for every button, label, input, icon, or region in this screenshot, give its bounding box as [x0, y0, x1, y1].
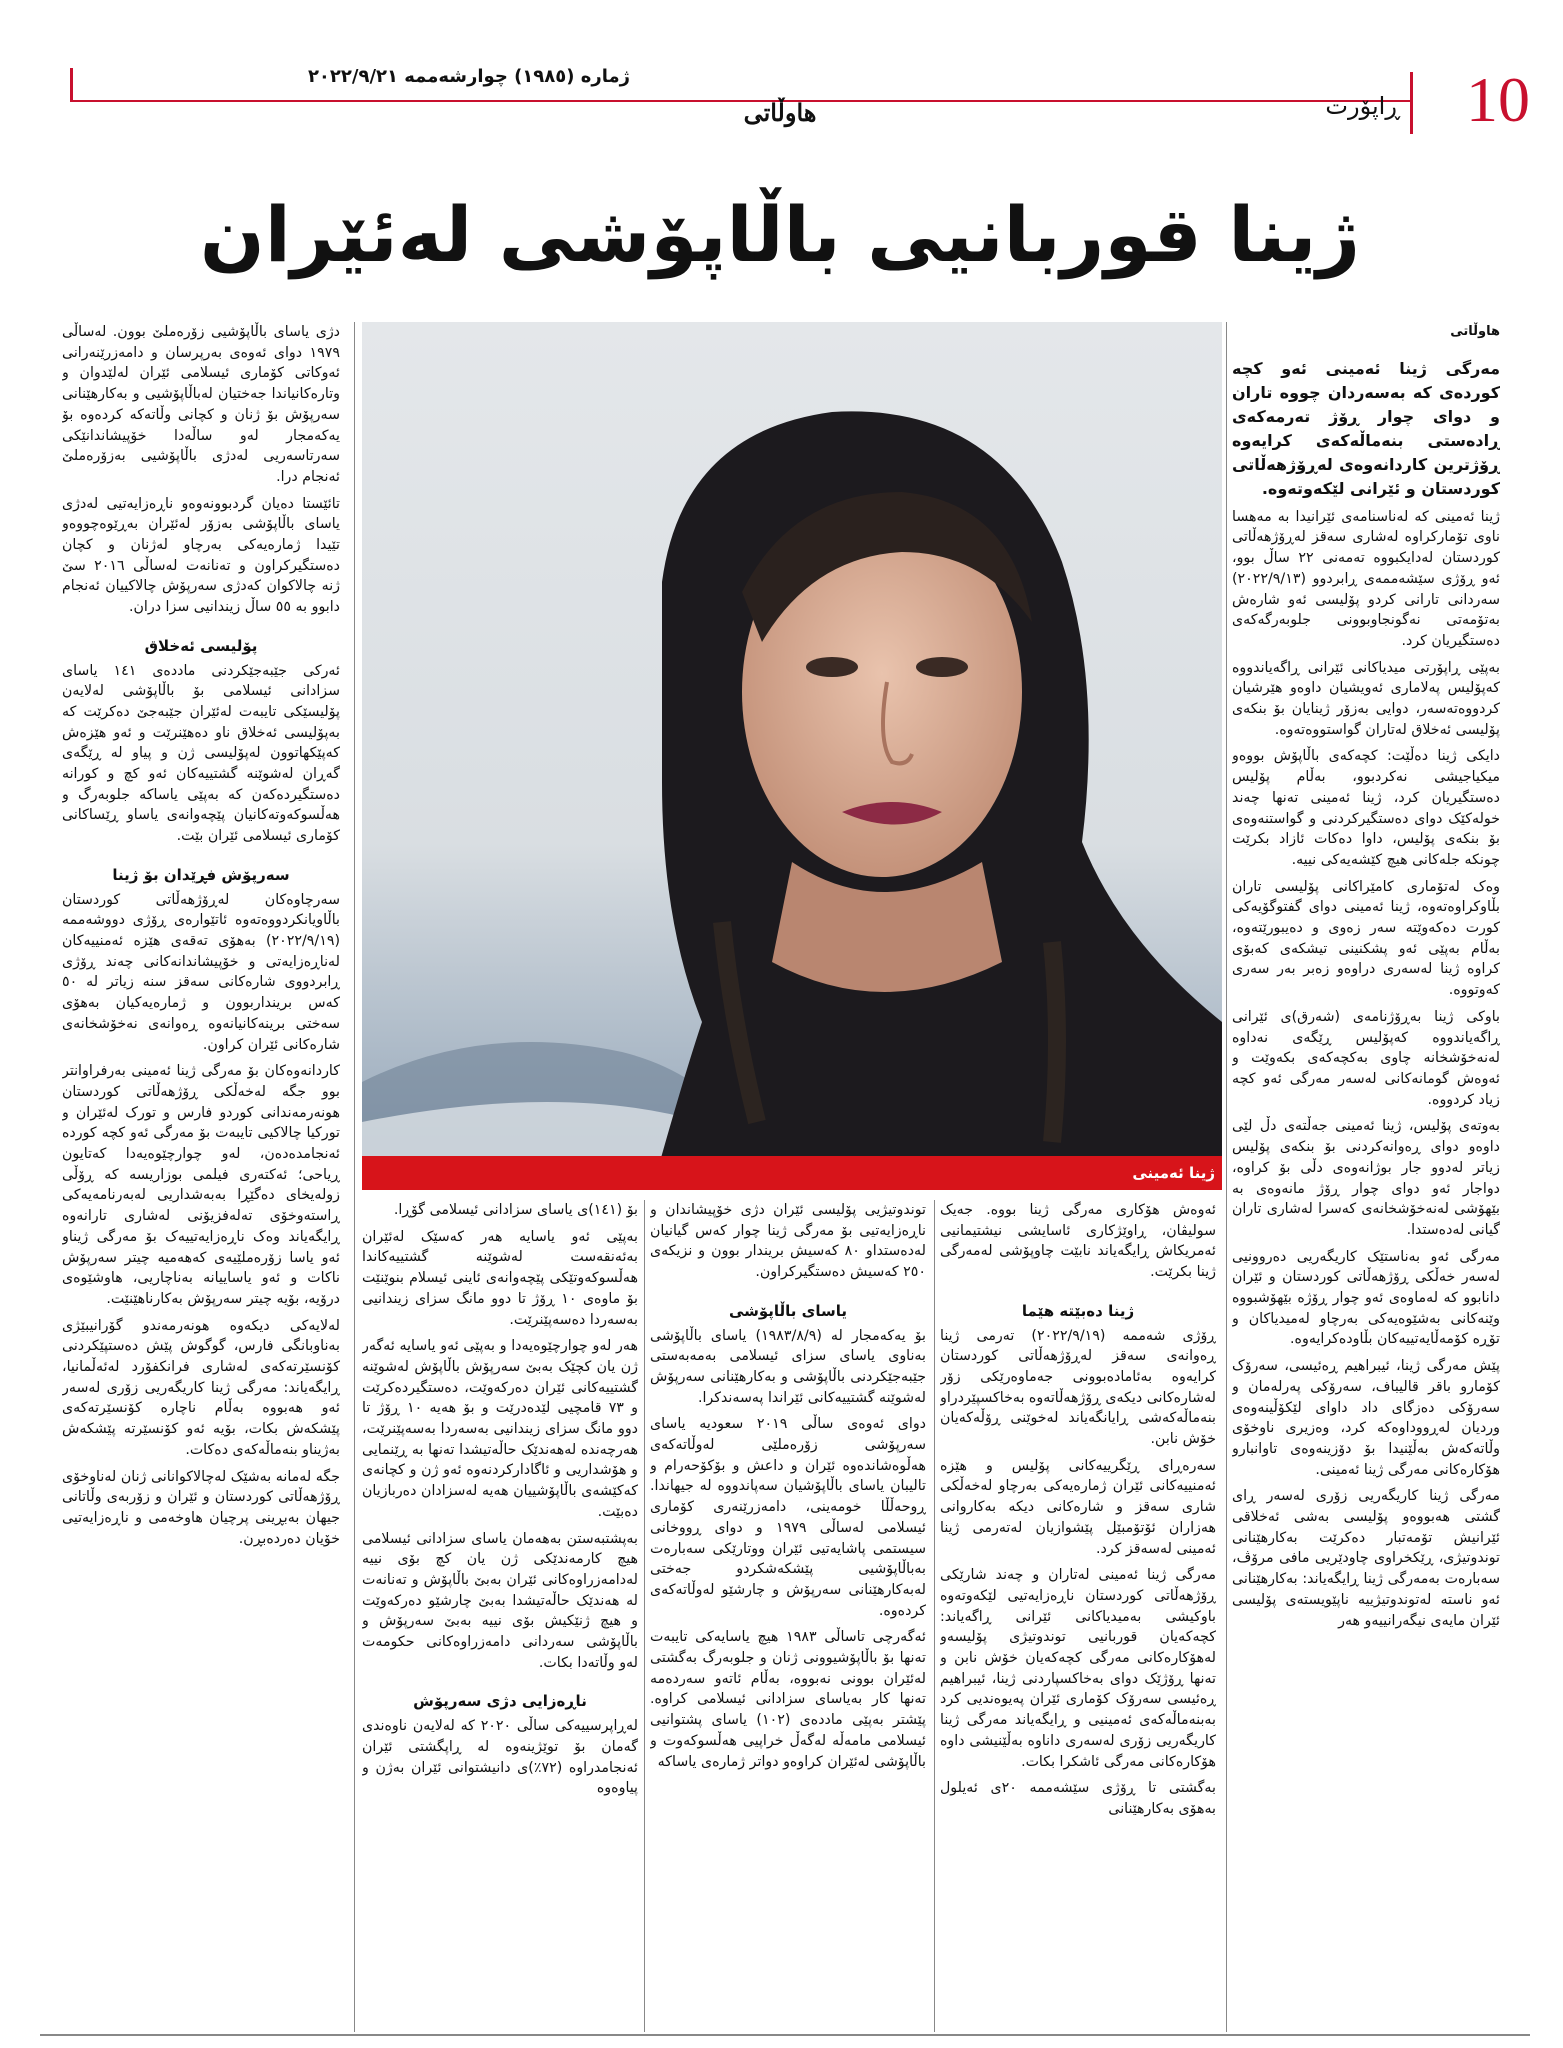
paragraph: ژینا ئەمینی کە لەناسنامەی ئێرانیدا بە مەهسا ناوی تۆمارکراوە لەشاری سەقز لەڕۆژهەڵاتی کوردستان لەدایکبووە تەمەنی ٢٢ ساڵ بوو، ئەو ڕۆژی سێشەممەی ڕابردوو (٢٠٢٢/٩/١٣) سەردانی تارانی کردو پۆلیسی ئەو شارەش بەتۆمەتی نەگونجاوبوونی جلوبەرگەکەی دەستگیریان کرد.	[1232, 508, 1500, 649]
paragraph: بەپێی ئەو یاسایە هەر کەسێک لەئێران بەئەنقەست لەشوێنە گشتییەکاندا هەڵسوکەوتێکی پێچەوانەی ئاینی ئیسلام بنوێنێت بۆ ماوەی ١٠ ڕۆژ تا دوو مانگ سزای زیندانیی بەسەردا دەسەپێنرێت.	[362, 1228, 638, 1328]
paragraph: بەگشتی تا ڕۆژی سێشەممە ٢٠ی ئەیلول بەهۆی بەکارهێنانی	[940, 1780, 1216, 1817]
article-column-3	[650, 1200, 926, 2032]
paragraph: دژی یاسای باڵاپۆشیی زۆرەملێ بوون. لەساڵی ١٩٧٩ دوای ئەوەی بەرپرسان و دامەزرێنەرانی ئەوکاتی کۆماری ئیسلامی ئێران لەلێدوان و وتارەکانیاندا جەختیان لەباڵاپۆشیی و بەکارهێنانی سەرپۆش بۆ ژنان و کچانی وڵاتەکە کردەوە بۆ یەکەمجار لەو ساڵەدا خۆپیشاندانێکی سەرتاسەریی لەدژی باڵاپۆشیی بەزۆرەملێ ئەنجام درا.	[62, 324, 340, 485]
article-byline: هاوڵاتی	[1450, 324, 1500, 339]
headline: ژینا قوربانیی باڵاپۆشی لەئێران	[199, 190, 1361, 279]
paragraph: ڕۆژی شەممە (٢٠٢٢/٩/١٩) تەرمی ژینا ڕەوانەی سەقز لەڕۆژهەڵاتی کوردستان کرایەوە بەئامادەبوونی جەماوەرێکی زۆر لەشارەکانی دیکەی ڕۆژهەڵاتەوە بەخاکسپێردراو بنەماڵەکەشی ڕایانگەیاند لەخوێنی ڕۆڵەکەیان خۆش نابن.	[940, 1327, 1216, 1448]
paragraph: بەوتەی پۆلیس، ژینا ئەمینی جەڵتەی دڵ لێی داوەو دوای ڕەوانەکردنی بۆ بنکەی پۆلیس زیاتر لەدوو جار بوژانەوەی دڵی بۆ کراوە، دواجار ئەو دوای چوار ڕۆژ مانەوەی بە بێهۆشی لەنەخۆشخانەی کەسرا لەشاری تاران گیانی لەدەستدا.	[1232, 1118, 1500, 1238]
paragraph: توندوتیژیی پۆلیسی ئێران دژی خۆپیشاندان و ناڕەزایەتیی بۆ مەرگی ژینا چوار کەس گیانیان لەدەستداو ٨٠ کەسیش بریندار بوون و نزیکەی ٢٥٠ کەسیش دەستگیرکراون.	[650, 1202, 926, 1281]
paragraph: بۆ یەکەمجار لە (١٩٨٣/٨/٩) یاسای باڵاپۆشی بەناوی یاسای سزای ئیسلامی بەمەبەستی جێبەجێکردنی باڵاپۆشی و بەکارهێنانی سەرپۆش لەشوێنە گشتییەکانی ئێراندا پەسەندکرا.	[650, 1327, 926, 1406]
subheading: یاسای باڵاپۆشی	[728, 1301, 848, 1320]
paragraph: دوای ئەوەی ساڵی ٢٠١٩ سعودیە یاسای سەرپۆشی زۆرەملێی لەوڵاتەکەی هەڵوەشاندەوە ئێران و داعش و بۆکۆحەرام و تالیبان یاسای باڵاپۆشیان سەپاندووە لە جیهاندا. ڕوحەڵڵا خومەینی، دامەزرێنەری کۆماری ئیسلامی لەساڵی ١٩٧٩ و دوای ڕووخانی سیستمی پاشایەتیی ئێران ووتارێکی سەبارەت بەباڵاپۆشیی پێشکەشکردو جەختی لەبەکارهێنانی سەرپۆش و چارشێو لەوڵاتەکەی کردەوە.	[650, 1416, 926, 1619]
paragraph: هەر لەو چوارچێوەیەدا و بەپێی ئەو یاسایە ئەگەر ژن یان کچێک بەبێ سەرپۆش باڵاپۆش لەشوێنە گشتییەکانی ئێران دەرکەوێت، دەستگیردەکرێت و ٧٣ قامچیی لێدەدرێت و بۆ هەیە ١٠ ڕۆژ تا دوو مانگ سزای زیندانیی بەسەردا بەسەپێنرێت، هەرچەندە لەهەندێک حاڵەتیشدا تەنها بە ڕێنمایی و هۆشداریی و ئاگادارکردنەوە ئەو ژن و کچانەی کەکێشەی باڵاپۆشییان هەیە لەسزادان دەربازیان دەبێت.	[362, 1338, 638, 1520]
portrait-photo	[362, 322, 1222, 1190]
article-column-2	[940, 1200, 1216, 2032]
section-label: ڕاپۆرت	[1325, 92, 1400, 120]
paragraph: مەرگی ژینا ئەمینی لەتاران و چەند شارێکی ڕۆژهەڵاتی کوردستان ناڕەزایەتیی لێکەوتەوە باوکیشی بەمیدیاکانی ئێرانی ڕاگەیاند: کچەکەیان قوربانیی توندوتیژی پۆلیسەو لەهۆکارەکانی مەرگی کچەکەیان خۆش نابن و تەنها ڕۆژێک دوای بەخاکسپاردنی ژینا، ئیبراهیم ڕەئیسی سەرۆک کۆماری ئێران پەیوەندیی کرد بەبنەماڵەکەی ئەمینیی و ڕایگەیاند مەرگی ژینا کاریگەریی زۆری لەسەری داناوە بەڵێنیشی داوە هۆکارەکانی مەرگی ئاشکرا بکات.	[940, 1567, 1216, 1770]
article-column-4	[362, 1200, 638, 2032]
paragraph: لەڕاپرسییەکی ساڵی ٢٠٢٠ کە لەلایەن ناوەندی گەمان بۆ توێژینەوە لە ڕاپگشتی ئێران ئەنجامدراوە (٧٢٪)ی دانیشتوانی ئێران بەژن و پیاوەوە	[362, 1718, 638, 1797]
page-number: 10	[1466, 64, 1530, 135]
paragraph: بۆ (١٤١)ی یاسای سزادانی ئیسلامی گۆڕا.	[393, 1202, 638, 1218]
article-column-1	[1232, 322, 1500, 2032]
paragraph: ئەوەش هۆکاری مەرگی ژینا بووە. جەیک سولیڤان، ڕاوێژکاری ئاسایشی نیشتیمانیی ئەمریکاش ڕایگەیاند نابێت چاوپۆشی لەمەرگی ژینا بکرێت.	[940, 1202, 1216, 1281]
article-column-5	[62, 322, 340, 2032]
portrait-illustration	[362, 322, 1222, 1190]
paragraph: ئەرکی جێبەجێکردنی ماددەی ١٤١ یاسای سزادانی ئیسلامی بۆ باڵاپۆشی لەلایەن پۆلیسێکی تایبەت لەئێران جێبەجێ دەکرێت کە بەپۆلیسی ئەخلاق ناو دەهێنرێت و ئەو هێزەش کەپێکهاتوون لەپۆلیسی ژن و پیاو لە ڕێگەی گەڕان لەشوێنە گشتییەکان ئەو کچ و کورانە دەستگیردەکەن کە بەپێی یاساکە جلوبەرگ و هەڵسوکەوتەکانیان پێچەوانەی یاساو ڕێساکانی کۆماری ئیسلامی ئێران بێت.	[62, 662, 340, 845]
paragraph: سەرەڕای ڕێگرییەکانی پۆلیس و هێزە ئەمنییەکانی ئێران ژمارەیەکی بەرچاو لەخەڵکی شاری سەقز و شارەکانی دیکە بەکاروانی هەزاران ئۆتۆمبێل پێشوازیان لەتەرمی ژینا ئەمینی لەسەقز کرد.	[940, 1457, 1216, 1557]
paragraph: بەپشتبەستن بەهەمان یاسای سزادانی ئیسلامی هیچ کارمەندێکی ژن یان کچ بۆی نییە لەدامەزراوەکانی ئێران بەبێ باڵاپۆش و تەنانەت لە هەندێک حاڵەتیشدا بەبێ چارشێو دەرکەوێت و هیچ ژنێکیش بۆی نییە بەبێ سەرپۆش و باڵاپۆشی سەردانی دامەزراوەکانی حکومەت لەو وڵاتەدا بکات.	[362, 1530, 638, 1671]
column-divider	[354, 322, 355, 2032]
paragraph: سەرچاوەکان لەڕۆژهەڵاتی کوردستان باڵاویانکردووەتەوە ئاتێوارەی ڕۆژی دووشەممە (٢٠٢٢/٩/١٩) بەهۆی تەقەی هێزە ئەمنییەکان لەناڕەزایەتی و خۆپیشاندانەکانی چەند ڕۆژی ڕابردووی شارەکانی سەقز سنە زیاتر لە ٥٠ کەس برینداربوون و ژمارەیەکیان بەهۆی سەختی برینەکانیانەوە ڕەوانەی نەخۆشخانەی شارەکانی ئێران کراون.	[62, 891, 340, 1053]
subheading: ژینا دەبێتە هێما	[1021, 1301, 1135, 1320]
paragraph: کاردانەوەکان بۆ مەرگی ژینا ئەمینی بەرفراوانتر بوو جگە لەخەڵکی ڕۆژهەڵاتی کوردستان هونەرمەندانی کوردو فارس و تورک لەئێران و تورکیا چالاکیی تایبەت بۆ مەرگی ئەو کچە کوردە ئەنجامدەدەن، لەو چوارچێوەیەدا کەتایون ڕیاحی؛ ئەکتەری فیلمی بوزاریسە کە ڕۆڵی زولەیخای دەگێڕا بەبەشداریی لەبەرنامەیەکی ڕاستەوخۆی تەلەفزیۆنی لەشاری تارانەوە ڕایگەیاند وەک ناڕەزایەتییەک بۆ مەرگی ژیناو ئەو یاسا زۆرەملێیەی کەهەمیە چیتر سەرپۆش ناکات و ئەو یاساییانە بەناچاریی، هاوشێوەی درۆیە، بۆیە چیتر سەرپۆش بەکارناهێنێت.	[62, 1063, 340, 1307]
paragraph: وەک لەتۆماری کامێراکانی پۆلیسی تاران بڵاوکراوەتەوە، ژینا ئەمینی دوای گفتوگۆیەکی کورت دەکەوێتە سەر زەوی و دەیبورێتەوە، بەڵام بەپێی ئەو پشکنینی تیشکەی کەبۆی کراوە ژینا لەسەری دراوەو زەبر بەر سەری کەوتووە.	[1232, 878, 1500, 999]
paragraph: باوکی ژینا بەڕۆژنامەی (شەرق)ی ئێرانی ڕاگەیاندووە کەپۆلیس ڕێگەی نەداوە لەنەخۆشخانە چاوی بەکچەکەی بکەوێت و ئەوەش گومانەکانی لەسەر مەرگی ئەو کچە زیاد کردووە.	[1232, 1008, 1500, 1108]
column-divider	[1226, 322, 1227, 2032]
header-page-divider	[1410, 72, 1413, 134]
column-divider	[934, 1200, 935, 2032]
newspaper-logo: هاوڵاتی	[743, 98, 817, 127]
bottom-rule	[40, 2034, 1530, 2036]
article-lead: مەرگی ژینا ئەمینی ئەو کچە کوردەی کە بەسەردان چووە تاران و دوای چوار ڕۆژ تەرمەکەی ڕادەستی بنەماڵەکەی کرایەوە ڕۆژترین کاردانەوەی لەڕۆژهەڵاتی کوردستان و ئێرانی لێکەوتەوە.	[1232, 358, 1500, 498]
column-divider	[644, 1200, 645, 2032]
paragraph: دایکی ژینا دەڵێت: کچەکەی باڵاپۆش بووەو میکیاجیشی نەکردبوو، بەڵام پۆلیس دەستگیریان کرد، ژینا ئەمینی تەنها چەند خولەکێک دوای دەستگیرکردنی و گواستنەوەی بۆ بنکەی پۆلیس، داوا دەکات ئازاد بکرێت چونکە جلەکانی هیچ کێشەیەکی نییە.	[1232, 748, 1500, 868]
paragraph: ئەگەرچی تاساڵی ١٩٨٣ هیچ یاسایەکی تایبەت تەنها بۆ باڵاپۆشیوونی ژنان و جلوبەرگ بەگشتی لەئێران بوونی نەبووە، بەڵام ئاتەو سەردەمە تەنها کار بەیاسای سزادانی ئیسلامی کراوە. پێشتر بەپێی ماددەی (١٠٢) یاسای پشتوانیی ئیسلامی مامەڵە لەگەڵ خراپیی هەڵسوکەوت و باڵاپۆشی لەئێران کراوەو دواتر ژمارەی یاساکە	[650, 1629, 926, 1770]
paragraph: مەرگی ئەو بەناستێک کاریگەریی دەروونیی لەسەر خەڵکی ڕۆژهەڵاتی کوردستان و ئێران دانابوو کە لەماوەی ئەو چوار ڕۆژە بێهۆشبووە وێنەکانی بەشێوەیەکی بەرچاو لەمیدیاکان و تۆڕە کۆمەڵایەتییەکان بڵاودەکرایەوە.	[1232, 1248, 1500, 1348]
paragraph: جگە لەمانە بەشێک لەچالاکوانانی ژنان لەناوخۆی ڕۆژهەڵاتی کوردستان و ئێران و زۆربەی وڵاتانی جیهان بەبڕینی پرچیان هاوخەمی و ناڕەزایەتیی خۆیان دەردەبڕن.	[62, 1468, 340, 1547]
paragraph: پێش مەرگی ژینا، ئیبراهیم ڕەئیسی، سەرۆک کۆمارو باقر قالیباف، سەرۆکی پەرلەمان و سەرۆکی دەزگای داد داوای لێکۆڵینەوەی وردیان لەڕووداوەکە کرد، وەزیری ناوخۆی وڵاتەکەش بەڵێنیدا بۆ دۆزینەوەی تاوانبارو هۆکارەکانی مەرگی ژینا ئەمینی.	[1232, 1358, 1500, 1478]
issue-date: ژمارە (١٩٨٥) چوارشەممە ٢٠٢٢/٩/٢١	[307, 66, 630, 87]
paragraph: مەرگی ژینا کاریگەریی زۆری لەسەر ڕای گشتی هەبووەو پۆلیسی بەشی ئەخلاقی ئێرانیش تۆمەتبار دەکرێت بەکارهێنانی توندوتیژی، ڕێکخراوی چاودێریی مافی مرۆڤ، سەبارەت بەمەرگی ژینا ڕایگەیاند: بەکارهێنانی ئەو ناستە لەتوندوتیژییە ناپێویستەی پۆلیسی ئێران مایەی نیگەرانییەو هەر	[1232, 1488, 1500, 1629]
subheading: سەرپۆش فڕێدان بۆ ژینا	[112, 865, 290, 884]
paragraph: تائێستا دەیان گردبوونەوەو ناڕەزایەتیی لەدژی یاسای باڵاپۆشی بەزۆر لەئێران بەڕێوەچووەو تێیدا ژمارەیەکی بەرچاو لەژنان و کچان دەستگیرکراون و تەنانەت لەساڵی ٢٠١٦ سێ ژنە چالاکوان کەدژی سەرپۆش چالاکییان ئەنجام دابوو بە ٥٥ ساڵ زیندانیی سزا دران.	[62, 495, 340, 616]
photo-caption: ژینا ئەمینی	[1132, 1164, 1215, 1182]
subheading: ناڕەزایی دژی سەرپۆش	[413, 1692, 587, 1711]
paragraph: بەپێی ڕاپۆرتی میدیاکانی ئێرانی ڕاگەیاندووە کەپۆلیس پەلاماری ئەویشیان داوەو هێرشیان کردووەتەسەر، دوایی بەزۆر ژینایان بۆ بنکەی پۆلیسی ئەخلاق لەتاران گواستووەتەوە.	[1232, 659, 1500, 738]
header-bracket-left	[70, 68, 73, 102]
subheading: پۆلیسی ئەخلاق	[144, 636, 258, 655]
paragraph: لەلایەکی دیکەوە هونەرمەندو گۆرانیبێژی بەناوبانگی فارس، گوگوش پێش دەستپێکردنی کۆنسێرتەکەی لەشاری فرانکفۆرد لەئەڵمانیا، ڕایگەیاند: مەرگی ژینا کاریگەریی زۆری لەسەر ئەو هەبووە بەڵام ناچارە کۆنسێرتەکەی پێشکەش بکات، بۆیە ئەو کۆنسێرتە پێشکەش بەژیناو بنەماڵەکەی دەکات.	[62, 1317, 340, 1458]
